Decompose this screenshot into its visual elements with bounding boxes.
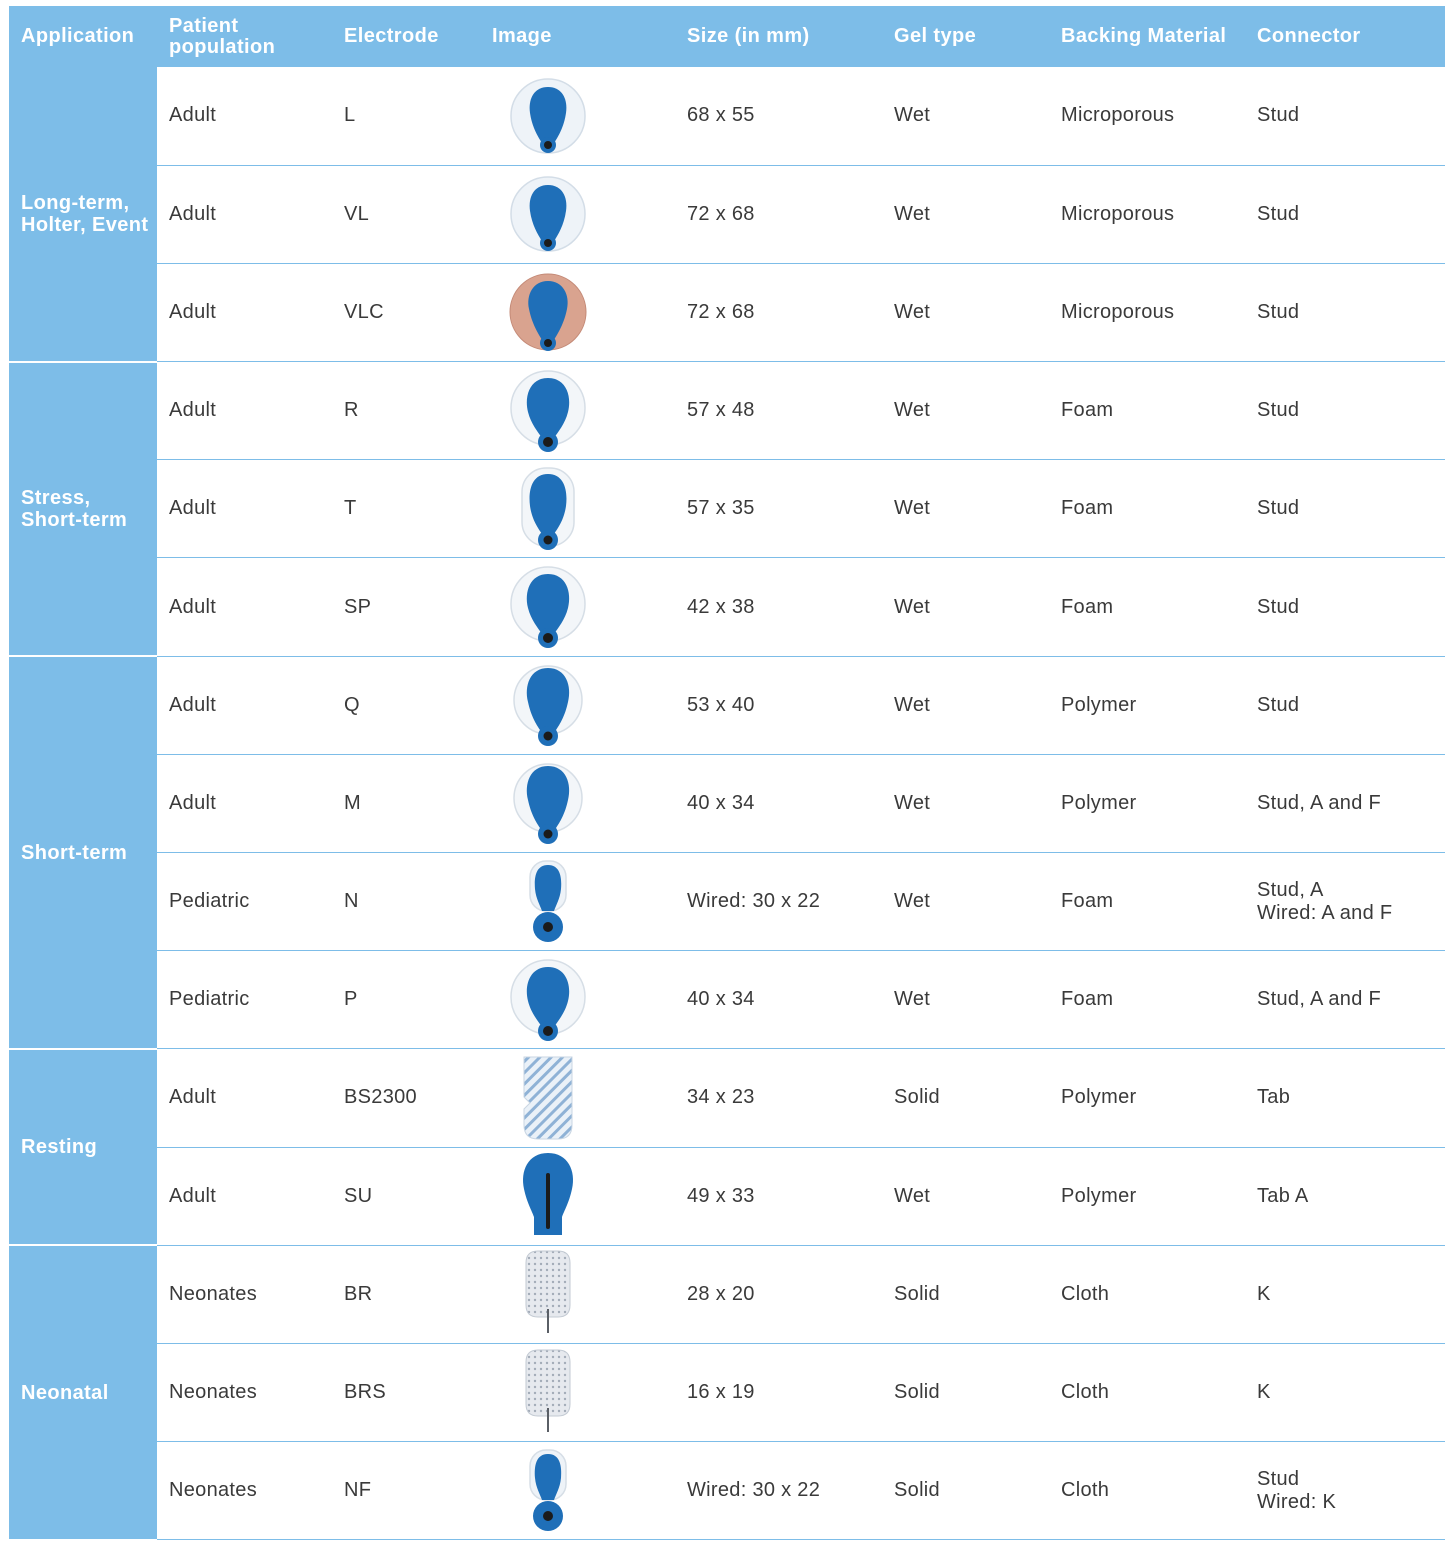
foam-electrode-icon (480, 366, 675, 456)
patient-population-cell: Adult (157, 754, 332, 852)
backing-material-cell: Microporous (1049, 263, 1245, 361)
header-application: Application (9, 6, 157, 67)
electrode-image-cell (480, 656, 675, 754)
size-cell: 49 x 33 (675, 1147, 882, 1245)
patient-population-cell: Adult (157, 165, 332, 263)
header-connector: Connector (1245, 6, 1445, 67)
patient-population-cell: Pediatric (157, 951, 332, 1049)
patient-population-cell: Pediatric (157, 853, 332, 951)
gel-type-cell: Solid (882, 1442, 1049, 1540)
table-row (9, 656, 1445, 754)
electrode-cell: P (332, 951, 480, 1049)
size-cell: 72 x 68 (675, 165, 882, 263)
size-cell: 28 x 20 (675, 1245, 882, 1343)
electrode-cell: T (332, 460, 480, 558)
electrode-image-cell (480, 754, 675, 852)
patient-population-cell: Adult (157, 362, 332, 460)
backing-material-cell: Foam (1049, 951, 1245, 1049)
electrode-image-cell (480, 558, 675, 656)
size-cell: 34 x 23 (675, 1049, 882, 1147)
connector-cell: Stud Wired: K (1245, 1442, 1445, 1540)
cloth-wired-electrode-icon (480, 1249, 675, 1339)
patient-population-cell: Neonates (157, 1343, 332, 1441)
patient-population-cell: Adult (157, 558, 332, 656)
electrode-image-cell (480, 362, 675, 460)
gel-type-cell: Wet (882, 951, 1049, 1049)
size-cell: 42 x 38 (675, 558, 882, 656)
table-row (9, 1147, 1445, 1245)
foam-electrode-icon (480, 562, 675, 652)
electrode-image-cell (480, 263, 675, 361)
backing-material-cell: Cloth (1049, 1442, 1245, 1540)
patient-population-cell: Adult (157, 263, 332, 361)
backing-material-cell: Microporous (1049, 67, 1245, 165)
backing-material-cell: Microporous (1049, 165, 1245, 263)
patient-population-cell: Neonates (157, 1442, 332, 1540)
electrode-cell: BRS (332, 1343, 480, 1441)
blue-tab-electrode-icon (480, 1151, 675, 1241)
patient-population-cell: Adult (157, 67, 332, 165)
table-row (9, 362, 1445, 460)
size-cell: 40 x 34 (675, 754, 882, 852)
header-row (9, 6, 1445, 67)
size-cell: 40 x 34 (675, 951, 882, 1049)
skin-tone-electrode-icon (480, 267, 675, 357)
size-cell: 72 x 68 (675, 263, 882, 361)
teardrop-foam-electrode-icon (480, 464, 675, 554)
gel-type-cell: Solid (882, 1245, 1049, 1343)
backing-material-cell: Cloth (1049, 1343, 1245, 1441)
size-cell: Wired: 30 x 22 (675, 853, 882, 951)
electrode-selection-table (9, 6, 1445, 1541)
table-row (9, 165, 1445, 263)
electrode-cell: N (332, 853, 480, 951)
electrode-cell: NF (332, 1442, 480, 1540)
wired-pediatric-electrode-icon (480, 1446, 675, 1536)
gel-type-cell: Wet (882, 460, 1049, 558)
gel-type-cell: Wet (882, 362, 1049, 460)
connector-cell: Stud (1245, 67, 1445, 165)
gel-type-cell: Wet (882, 1147, 1049, 1245)
gel-type-cell: Solid (882, 1049, 1049, 1147)
header-backing-material: Backing Material (1049, 6, 1245, 67)
gel-type-cell: Wet (882, 165, 1049, 263)
table-header (9, 6, 1445, 67)
table-row (9, 1245, 1445, 1343)
table-row (9, 460, 1445, 558)
electrode-cell: Q (332, 656, 480, 754)
gel-type-cell: Wet (882, 263, 1049, 361)
wired-pediatric-electrode-icon (480, 857, 675, 947)
electrode-cell: BR (332, 1245, 480, 1343)
gel-type-cell: Wet (882, 853, 1049, 951)
electrode-image-cell (480, 853, 675, 951)
connector-cell: K (1245, 1343, 1445, 1441)
connector-cell: Stud (1245, 165, 1445, 263)
backing-material-cell: Foam (1049, 558, 1245, 656)
gel-type-cell: Wet (882, 656, 1049, 754)
size-cell: 57 x 35 (675, 460, 882, 558)
round-white-electrode-icon (480, 169, 675, 259)
electrode-image-cell (480, 1442, 675, 1540)
table-row (9, 263, 1445, 361)
size-cell: 68 x 55 (675, 67, 882, 165)
connector-cell: Stud, A and F (1245, 754, 1445, 852)
table-body (9, 67, 1445, 1540)
patient-population-cell: Adult (157, 1049, 332, 1147)
patient-population-cell: Adult (157, 656, 332, 754)
connector-cell: Stud (1245, 460, 1445, 558)
printed-tab-electrode-icon (480, 1053, 675, 1143)
header-patient-population: Patient population (157, 6, 332, 67)
connector-cell: Stud (1245, 362, 1445, 460)
electrode-cell: R (332, 362, 480, 460)
backing-material-cell: Polymer (1049, 1147, 1245, 1245)
table-row (9, 1442, 1445, 1540)
foam-electrode-icon (480, 955, 675, 1045)
table-row (9, 1049, 1445, 1147)
connector-cell: K (1245, 1245, 1445, 1343)
table-row (9, 1343, 1445, 1441)
size-cell: 57 x 48 (675, 362, 882, 460)
application-group-cell: Short-term (9, 656, 157, 1049)
electrode-image-cell (480, 460, 675, 558)
header-gel-type: Gel type (882, 6, 1049, 67)
backing-material-cell: Foam (1049, 460, 1245, 558)
electrode-image-cell (480, 1147, 675, 1245)
backing-material-cell: Polymer (1049, 656, 1245, 754)
electrode-cell: SP (332, 558, 480, 656)
patient-population-cell: Adult (157, 1147, 332, 1245)
backing-material-cell: Polymer (1049, 1049, 1245, 1147)
electrode-cell: VL (332, 165, 480, 263)
gel-type-cell: Wet (882, 558, 1049, 656)
connector-cell: Stud, A and F (1245, 951, 1445, 1049)
electrode-image-cell (480, 1343, 675, 1441)
electrode-cell: L (332, 67, 480, 165)
application-group-cell: Stress, Short-term (9, 362, 157, 657)
electrode-cell: VLC (332, 263, 480, 361)
application-group-cell: Long-term, Holter, Event (9, 67, 157, 362)
table-row (9, 951, 1445, 1049)
backing-material-cell: Cloth (1049, 1245, 1245, 1343)
table-row (9, 853, 1445, 951)
table-row (9, 754, 1445, 852)
table-row (9, 558, 1445, 656)
gel-type-cell: Wet (882, 754, 1049, 852)
application-group-cell: Resting (9, 1049, 157, 1245)
electrode-image-cell (480, 67, 675, 165)
backing-material-cell: Polymer (1049, 754, 1245, 852)
electrode-image-cell (480, 951, 675, 1049)
backing-material-cell: Foam (1049, 362, 1245, 460)
electrode-image-cell (480, 1245, 675, 1343)
polymer-electrode-icon (480, 660, 675, 750)
table-row (9, 67, 1445, 165)
patient-population-cell: Neonates (157, 1245, 332, 1343)
patient-population-cell: Adult (157, 460, 332, 558)
connector-cell: Tab (1245, 1049, 1445, 1147)
connector-cell: Stud (1245, 558, 1445, 656)
size-cell: 16 x 19 (675, 1343, 882, 1441)
electrode-image-cell (480, 165, 675, 263)
electrode-image-cell (480, 1049, 675, 1147)
polymer-electrode-icon (480, 758, 675, 848)
size-cell: 53 x 40 (675, 656, 882, 754)
electrode-cell: SU (332, 1147, 480, 1245)
connector-cell: Tab A (1245, 1147, 1445, 1245)
size-cell: Wired: 30 x 22 (675, 1442, 882, 1540)
electrode-cell: M (332, 754, 480, 852)
electrode-cell: BS2300 (332, 1049, 480, 1147)
gel-type-cell: Solid (882, 1343, 1049, 1441)
header-image: Image (480, 6, 675, 67)
gel-type-cell: Wet (882, 67, 1049, 165)
round-white-electrode-icon (480, 71, 675, 161)
header-electrode: Electrode (332, 6, 480, 67)
application-group-cell: Neonatal (9, 1245, 157, 1540)
connector-cell: Stud (1245, 656, 1445, 754)
connector-cell: Stud, A Wired: A and F (1245, 853, 1445, 951)
backing-material-cell: Foam (1049, 853, 1245, 951)
connector-cell: Stud (1245, 263, 1445, 361)
header-size: Size (in mm) (675, 6, 882, 67)
cloth-wired-electrode-icon (480, 1348, 675, 1438)
